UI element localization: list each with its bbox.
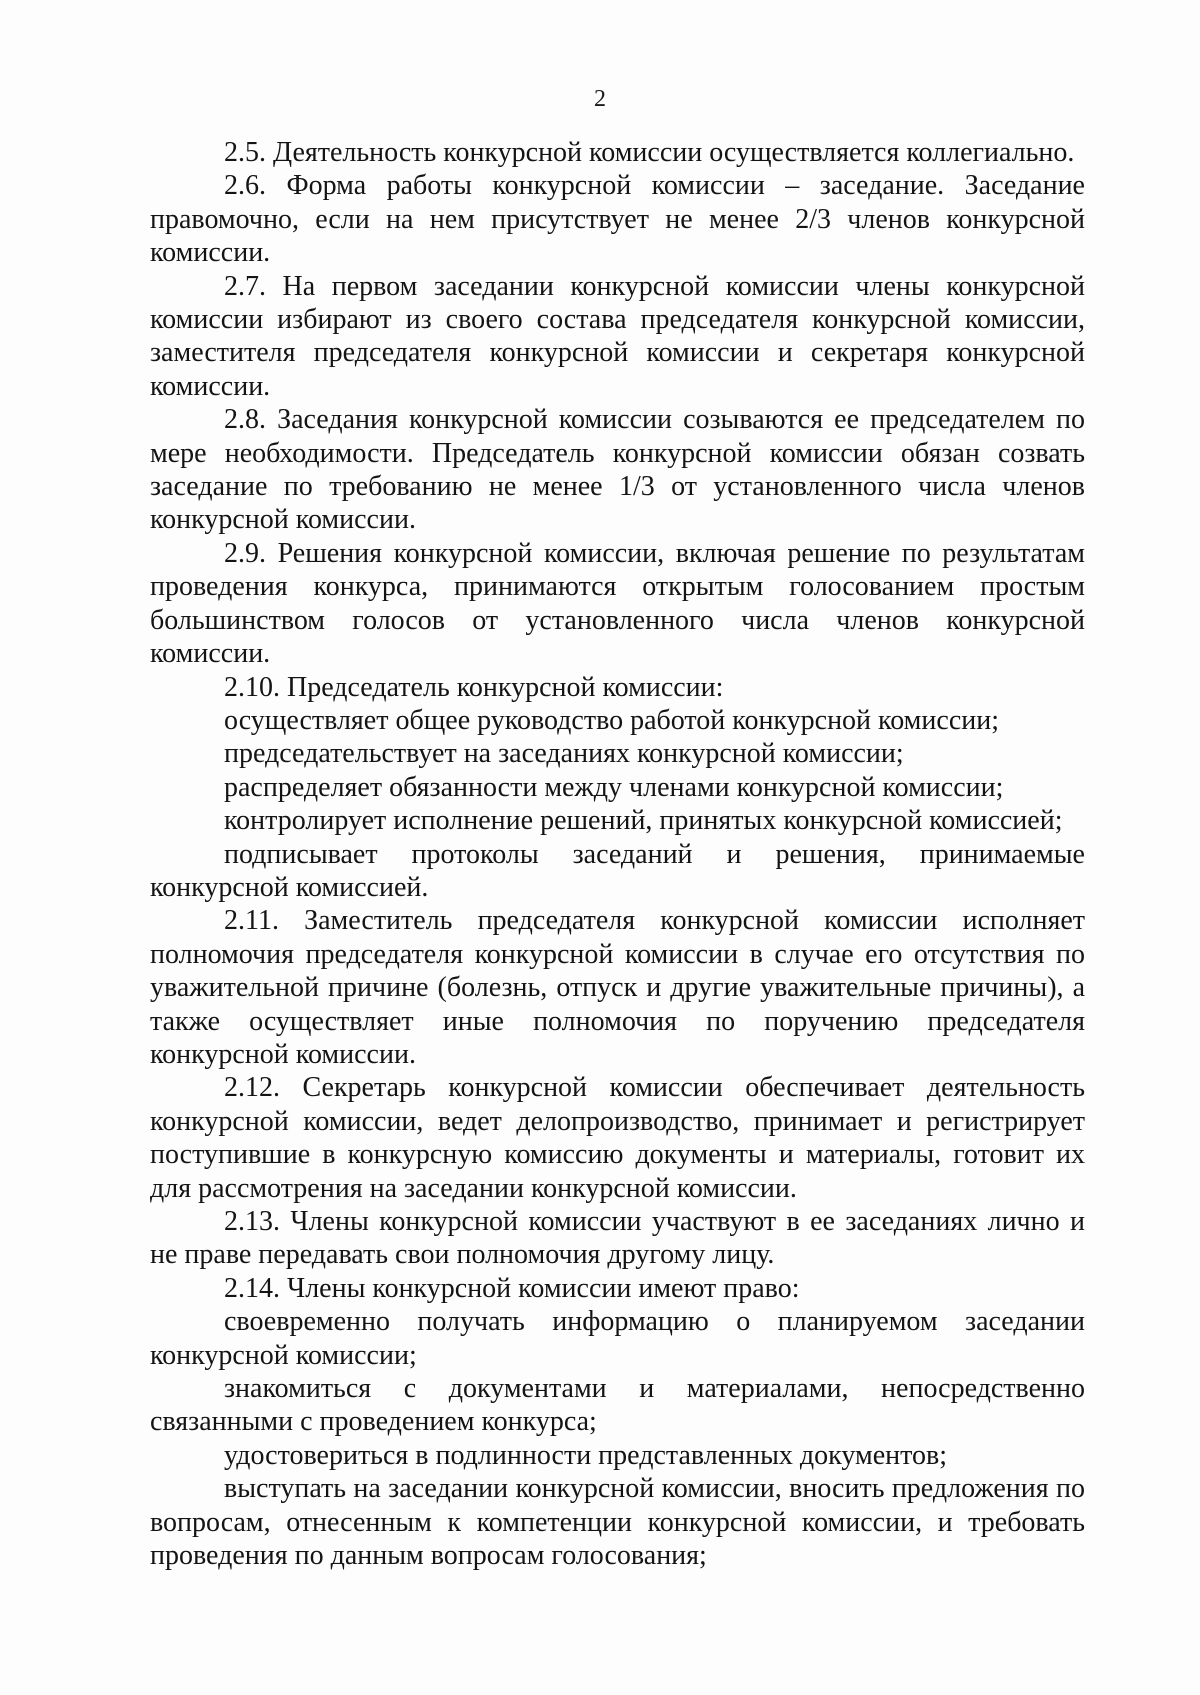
list-item: контролирует исполнение решений, принятых конкурсной комиссией; <box>224 805 1063 837</box>
paragraph-2-11: 2.11. Заместитель председателя конкурсной комиссии исполняет полномочия председателя конкурсной комиссии в случае его отсутствия по уважительной причине (болезнь, отпуск и другие уважительные причины), а также осуществляет иные полномочия по поручению председателя конкурсной комиссии. <box>150 905 1085 1070</box>
list-item: удостовериться в подлинности представленных документов; <box>224 1439 948 1471</box>
paragraph-2-14: 2.14. Члены конкурсной комиссии имеют право: <box>224 1272 800 1304</box>
list-item: выступать на заседании конкурсной комиссии, вносить предложения по вопросам, отнесенным к компетенции конкурсной комиссии, и требовать проведения по данным вопросам голосования; <box>150 1473 1085 1572</box>
list-item: своевременно получать информацию о планируемом заседании конкурсной комиссии; <box>150 1306 1085 1371</box>
list-item: подписывает протоколы заседаний и решения, принимаемые конкурсной комиссией. <box>150 838 1085 903</box>
paragraph-2-12: 2.12. Секретарь конкурсной комиссии обеспечивает деятельность конкурсной комиссии, ведет делопроизводство, принимает и регистрирует поступившие в конкурсную комиссию документы и материалы, готовит их для рассмотрения на заседании конкурсной комиссии. <box>150 1072 1085 1204</box>
paragraph-2-8: 2.8. Заседания конкурсной комиссии созываются ее председателем по мере необходимости. Председатель конкурсной комиссии обязан созвать заседание по требованию не менее 1/3 от установленного числа членов конкурсной комиссии. <box>150 404 1085 536</box>
paragraph-2-9: 2.9. Решения конкурсной комиссии, включая решение по результатам проведения конкурса, принимаются открытым голосованием простым большинством голосов от установленного числа членов конкурсной комиссии. <box>150 537 1085 670</box>
page-number: 2 <box>594 86 606 112</box>
list-item: председательствует на заседаниях конкурсной комиссии; <box>224 738 904 770</box>
paragraph-2-10: 2.10. Председатель конкурсной комиссии: <box>224 671 724 703</box>
paragraph-2-7: 2.7. На первом заседании конкурсной комиссии члены конкурсной комиссии избирают из своего состава председателя конкурсной комиссии, заместителя председателя конкурсной комиссии и секретаря конкурсной комиссии. <box>150 270 1085 402</box>
list-item: знакомиться с документами и материалами, непосредственно связанными с проведением конкурса; <box>150 1373 1085 1438</box>
paragraph-2-13: 2.13. Члены конкурсной комиссии участвуют в ее заседаниях лично и не праве передавать свои полномочия другому лицу. <box>150 1206 1085 1271</box>
document-body <box>150 136 1085 1572</box>
list-item: распределяет обязанности между членами конкурсной комиссии; <box>224 771 1004 803</box>
paragraph-2-6: 2.6. Форма работы конкурсной комиссии – заседание. Заседание правомочно, если на нем присутствует не менее 2/3 членов конкурсной комиссии. <box>150 170 1085 269</box>
paragraph-2-5: 2.5. Деятельность конкурсной комиссии осуществляется коллегиально. <box>224 137 1075 168</box>
list-item: осуществляет общее руководство работой конкурсной комиссии; <box>224 704 999 736</box>
